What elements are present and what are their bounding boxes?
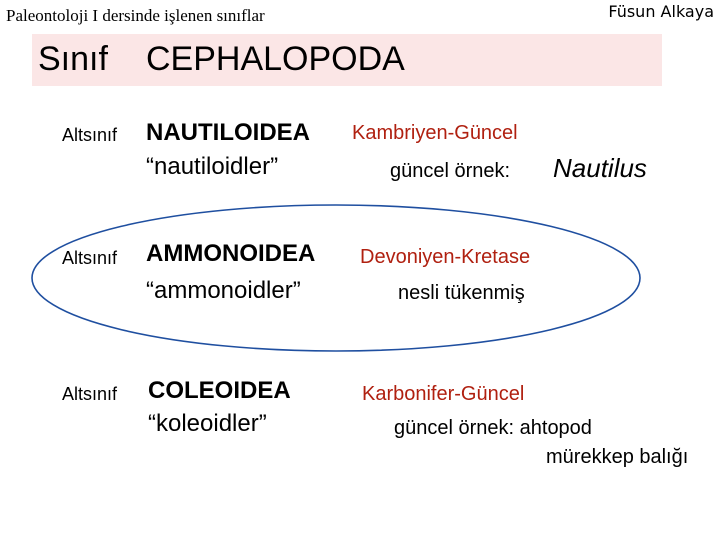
author-name: Füsun Alkaya bbox=[608, 2, 714, 21]
subclass-label: Altsınıf bbox=[62, 248, 118, 268]
subclass-name: COLEOIDEA bbox=[148, 377, 291, 404]
course-title: Paleontoloji I dersinde işlenen sınıflar bbox=[6, 6, 265, 25]
common-name: “ammonoidler” bbox=[146, 277, 301, 304]
subclass-name: NAUTILOIDEA bbox=[146, 119, 310, 146]
extinct-note: nesli tükenmiş bbox=[398, 282, 525, 304]
subclass-label: Altsınıf bbox=[62, 125, 118, 145]
class-label: Sınıf bbox=[38, 40, 108, 78]
time-range: Devoniyen-Kretase bbox=[360, 246, 531, 268]
time-range: Kambriyen-Güncel bbox=[352, 122, 518, 144]
example-note: güncel örnek: bbox=[390, 160, 511, 182]
common-name: “nautiloidler” bbox=[146, 153, 279, 180]
example-note-line2: mürekkep balığı bbox=[546, 446, 689, 468]
highlight-ellipse bbox=[30, 203, 642, 353]
class-name: CEPHALOPODA bbox=[146, 40, 405, 78]
common-name: “koleoidler” bbox=[148, 410, 267, 437]
time-range: Karbonifer-Güncel bbox=[362, 383, 525, 405]
example-genus: Nautilus bbox=[553, 153, 647, 183]
example-note: güncel örnek: ahtopod bbox=[394, 417, 592, 439]
subclass-label: Altsınıf bbox=[62, 384, 118, 404]
subclass-name: AMMONOIDEA bbox=[146, 240, 316, 267]
